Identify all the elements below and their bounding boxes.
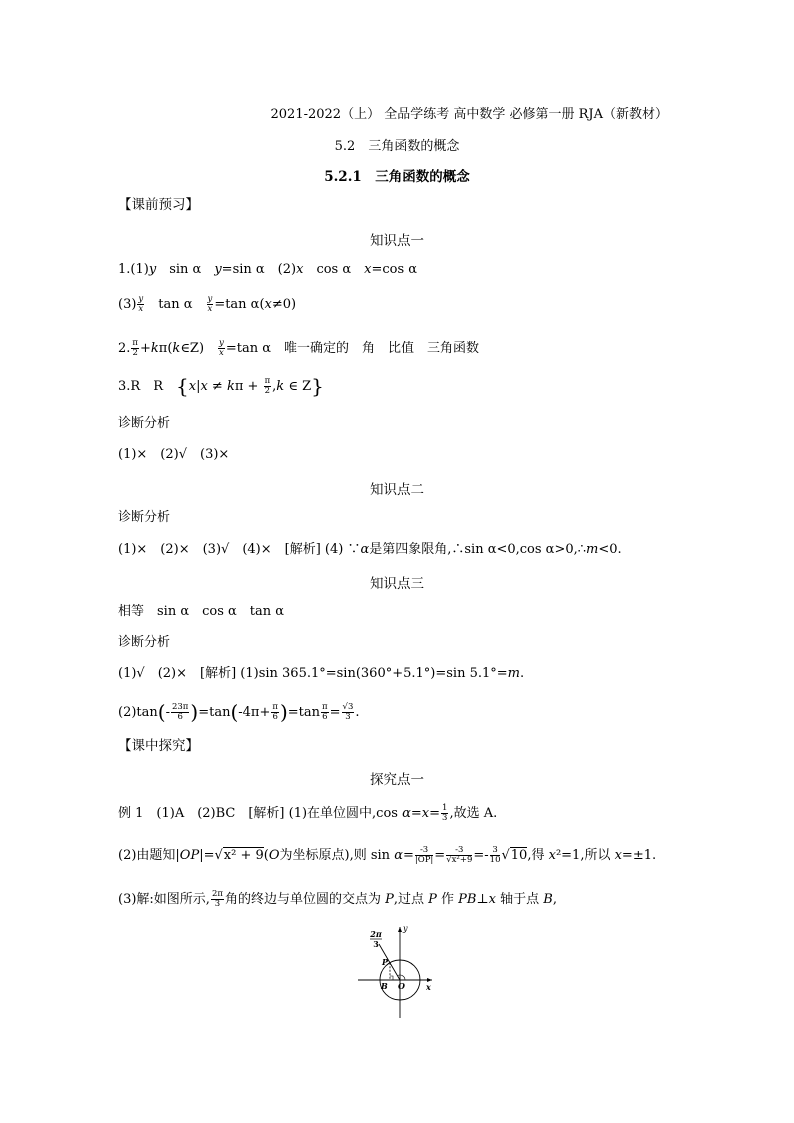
kp3-diagnose-label: 诊断分析 [118,635,171,650]
knowledge-point-2-heading: 知识点二 [370,482,424,498]
angle-label-denominator: 3 [373,939,379,949]
kp1-line-3: 2. $\frac{\pi}{2}$ +kπ(k∈Z) $\frac{y}{x}$ =tan α 唯一确定的 角 比值 三角函数 [118,338,480,358]
knowledge-point-1-heading: 知识点一 [370,233,424,249]
preview-heading: 【课前预习】 [118,197,199,213]
right-angle-mark [390,976,393,980]
kp3-diagnose-answer-1: (1)√ (2)× [解析] (1)sin 365.1°=sin(360°+5.1°)=sin 5.1°=m. [118,666,525,681]
kp3-line-1: 相等 sin α cos α tan α [118,604,285,619]
kp1-diagnose-answers: (1)× (2)√ (3)× [118,447,230,462]
kp2-diagnose-label: 诊断分析 [118,510,171,525]
fraction: $\frac{\pi}{6}$ [322,702,328,722]
y-axis-arrow-icon [398,927,402,932]
fraction: $\frac{\pi}{2}$ [264,376,271,396]
fraction: $\frac{23\pi}{6}$ [171,702,189,722]
fraction: $\frac{2\pi}{3}$ [211,889,223,909]
kp1-diagnose-label: 诊断分析 [118,416,171,431]
fraction: $\frac{y}{x}$ [138,294,144,314]
example-1-line-3: (3)解:如图所示, $\frac{2\pi}{3}$ 角的终边与单位圆的交点为 P,过点 P 作 PB⊥x 轴于点 B, [118,889,557,909]
fraction: $\frac{\pi}{6}$ [272,702,278,722]
unit-circle-figure [354,922,438,1020]
example-1-line-1: 例 1 (1)A (2)BC [解析] (1)在单位圆中,cos α=x= $\frac{1}{3}$ ,故选 A. [118,803,498,823]
kp1-line-2: (3) $\frac{y}{x}$ tan α $\frac{y}{x}$ =tan α(x≠0) [118,294,297,314]
explore-heading: 【课中探究】 [118,738,199,754]
fraction: $\frac{-3}{\text{√x²+9}}$ [446,845,473,865]
fraction: $\frac{√3}{3}$ [342,702,354,722]
kp1-line-4: 3.R R {x|x ≠ kπ + $\frac{\pi}{2}$ ,k ∈ Z} [118,374,324,398]
kp2-diagnose-answers: (1)× (2)× (3)√ (4)× [解析] (4) ∵α是第四象限角,∴sin α<0,cos α>0,∴m<0. [118,542,622,557]
angle-label-numerator: 2π [370,929,382,939]
fraction: $\frac{\pi}{2}$ [132,338,138,358]
fraction: $\frac{1}{3}$ [442,803,448,823]
fraction: $\frac{-3}{|OP|}$ [414,845,434,865]
section-title: 5.2 三角函数的概念 [334,139,460,154]
x-axis-label: x [426,982,431,992]
book-series-header: 2021-2022（上） 全品学练考 高中数学 必修第一册 RJA（新教材） [270,107,668,122]
point-b-label: B [381,981,388,991]
y-axis-label: y [403,924,408,933]
fraction: $\frac{y}{x}$ [219,338,224,358]
kp3-diagnose-answer-2: (2)tan(- $\frac{23\pi}{6}$ )=tan(-4π+ $\frac{\pi}{6}$ )=tan $\frac{\pi}{6}$ = $\frac{√3}{3}$ . [118,700,360,724]
origin-label: O [398,981,405,991]
knowledge-point-3-heading: 知识点三 [370,576,424,592]
kp1-line-1: 1.(1)y sin α y=sin α (2)x cos α x=cos α [118,262,418,277]
fraction: $\frac{3}{10}$ [489,845,501,865]
point-p-label: P [382,957,389,967]
fraction: $\frac{y}{x}$ [207,294,213,314]
page-title: 5.2.1 三角函数的概念 [324,169,470,185]
exploration-point-1-heading: 探究点一 [370,772,424,788]
example-1-line-2: (2)由题知|OP|=√x² + 9(O为坐标原点),则 sin α= $\frac{-3}{|OP|}$ = $\frac{-3}{\text{√x²+9}}$ =- $\frac{3}{10}$ √10,得 x²=1,所以 x=±1. [118,845,657,865]
